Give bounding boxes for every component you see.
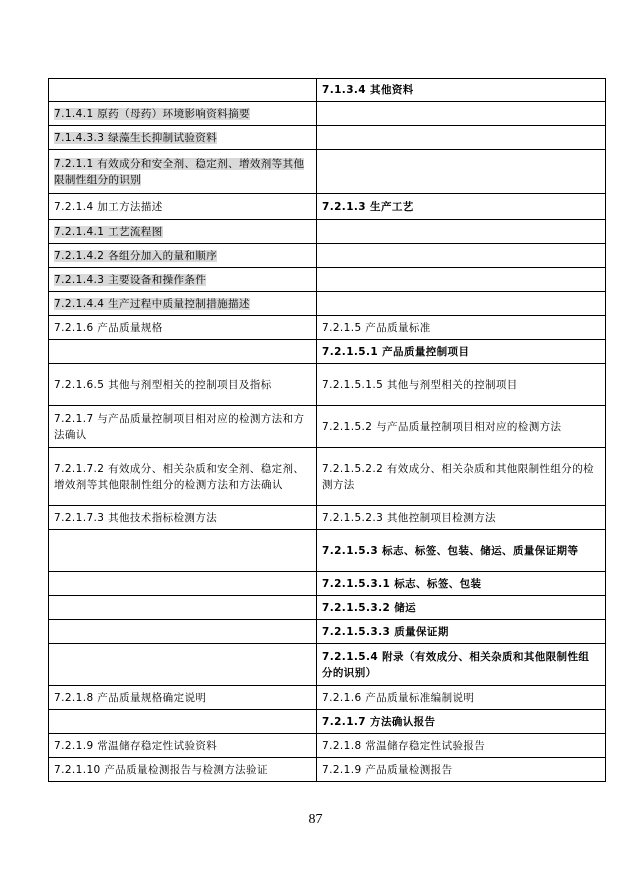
left-cell <box>49 150 317 194</box>
left-cell-text: 7.2.1.4.4 生产过程中质量控制措施描述 <box>54 297 250 310</box>
right-cell <box>317 79 606 102</box>
left-cell-text: 7.1.4.3.3 绿藻生长抑制试验资料 <box>54 131 218 144</box>
table-row <box>49 448 606 506</box>
left-cell <box>49 448 317 506</box>
left-cell <box>49 316 317 340</box>
right-cell-text: 7.2.1.3 生产工艺 <box>322 200 414 213</box>
table-row <box>49 194 606 220</box>
left-cell-text: 7.2.1.7 与产品质量控制项目相对应的检测方法和方法确认 <box>54 412 305 441</box>
right-cell-text: 7.2.1.5.1 产品质量控制项目 <box>322 345 470 358</box>
left-cell <box>49 340 317 364</box>
right-cell <box>317 710 606 734</box>
right-cell <box>317 316 606 340</box>
table-row <box>49 572 606 596</box>
left-cell-text: 7.2.1.6 产品质量规格 <box>54 321 163 334</box>
right-cell <box>317 102 606 126</box>
right-cell <box>317 340 606 364</box>
left-cell-text: 7.2.1.9 常温储存稳定性试验资料 <box>54 739 218 752</box>
left-cell <box>49 102 317 126</box>
right-cell-text: 7.2.1.8 常温储存稳定性试验报告 <box>322 739 486 752</box>
left-cell <box>49 126 317 150</box>
left-cell-text: 7.2.1.10 产品质量检测报告与检测方法验证 <box>54 763 268 776</box>
right-cell <box>317 150 606 194</box>
right-cell-text: 7.2.1.5.3.3 质量保证期 <box>322 625 449 638</box>
left-cell-text: 7.2.1.8 产品质量规格确定说明 <box>54 691 207 704</box>
right-cell <box>317 194 606 220</box>
right-cell-text: 7.2.1.5.4 附录（有效成分、相关杂质和其他限制性组分的识别） <box>322 650 590 679</box>
left-cell <box>49 596 317 620</box>
table-row <box>49 406 606 448</box>
left-cell <box>49 530 317 572</box>
table-row <box>49 644 606 686</box>
left-cell <box>49 194 317 220</box>
right-cell <box>317 244 606 268</box>
table-row <box>49 340 606 364</box>
right-cell-text: 7.2.1.5.3 标志、标签、包装、储运、质量保证期等 <box>322 544 579 557</box>
right-cell-text: 7.2.1.5.1.5 其他与剂型相关的控制项目 <box>322 378 518 391</box>
right-cell <box>317 292 606 316</box>
table-row <box>49 316 606 340</box>
left-cell-text: 7.1.4.1 原药（母药）环境影响资料摘要 <box>54 107 250 120</box>
right-cell <box>317 220 606 244</box>
table-row <box>49 79 606 102</box>
left-cell <box>49 244 317 268</box>
table-row <box>49 126 606 150</box>
table-row <box>49 244 606 268</box>
left-cell-text: 7.2.1.6.5 其他与剂型相关的控制项目及指标 <box>54 378 272 391</box>
right-cell-text: 7.2.1.6 产品质量标准编制说明 <box>322 691 475 704</box>
left-cell <box>49 686 317 710</box>
right-cell <box>317 686 606 710</box>
right-cell <box>317 268 606 292</box>
left-cell <box>49 710 317 734</box>
table-row <box>49 292 606 316</box>
right-cell <box>317 572 606 596</box>
left-cell-text: 7.2.1.7.3 其他技术指标检测方法 <box>54 511 218 524</box>
right-cell-text: 7.2.1.9 产品质量检测报告 <box>322 763 453 776</box>
table-row <box>49 710 606 734</box>
left-cell <box>49 572 317 596</box>
table-row <box>49 620 606 644</box>
comparison-table <box>48 78 606 782</box>
left-cell <box>49 506 317 530</box>
left-cell <box>49 292 317 316</box>
left-cell <box>49 220 317 244</box>
table-row <box>49 268 606 292</box>
table-row <box>49 102 606 126</box>
right-cell-text: 7.2.1.5.2.2 有效成分、相关杂质和其他限制性组分的检测方法 <box>322 462 595 491</box>
left-cell-text: 7.2.1.4 加工方法描述 <box>54 200 163 213</box>
right-cell <box>317 530 606 572</box>
right-cell-text: 7.2.1.5.2.3 其他控制项目检测方法 <box>322 511 496 524</box>
right-cell-text: 7.2.1.5.2 与产品质量控制项目相对应的检测方法 <box>322 420 562 433</box>
left-cell <box>49 758 317 782</box>
right-cell <box>317 126 606 150</box>
left-cell-text: 7.2.1.1 有效成分和安全剂、稳定剂、增效剂等其他限制性组分的识别 <box>54 157 305 186</box>
left-cell <box>49 734 317 758</box>
table-body <box>49 79 606 782</box>
left-cell <box>49 268 317 292</box>
right-cell <box>317 644 606 686</box>
left-cell <box>49 364 317 406</box>
table-row <box>49 596 606 620</box>
left-cell <box>49 79 317 102</box>
right-cell-text: 7.2.1.5.3.1 标志、标签、包装 <box>322 577 482 590</box>
right-cell <box>317 448 606 506</box>
left-cell-text: 7.2.1.4.3 主要设备和操作条件 <box>54 273 207 286</box>
left-cell-text: 7.2.1.4.1 工艺流程图 <box>54 225 163 238</box>
table-row <box>49 506 606 530</box>
table-row <box>49 530 606 572</box>
left-cell <box>49 620 317 644</box>
right-cell-text: 7.2.1.5 产品质量标准 <box>322 321 431 334</box>
right-cell <box>317 596 606 620</box>
right-cell <box>317 758 606 782</box>
table-row <box>49 734 606 758</box>
left-cell-text: 7.2.1.4.2 各组分加入的量和顺序 <box>54 249 218 262</box>
right-cell <box>317 620 606 644</box>
table-row <box>49 758 606 782</box>
right-cell <box>317 506 606 530</box>
table-row <box>49 150 606 194</box>
right-cell-text: 7.1.3.4 其他资料 <box>322 84 414 96</box>
right-cell <box>317 406 606 448</box>
left-cell <box>49 406 317 448</box>
page-number: 87 <box>308 812 323 827</box>
left-cell-text: 7.2.1.7.2 有效成分、相关杂质和安全剂、稳定剂、增效剂等其他限制性组分的检测方法和方法确认 <box>54 462 305 491</box>
right-cell-text: 7.2.1.7 方法确认报告 <box>322 715 436 728</box>
table-row <box>49 220 606 244</box>
right-cell <box>317 734 606 758</box>
table-row <box>49 686 606 710</box>
right-cell-text: 7.2.1.5.3.2 储运 <box>322 601 417 614</box>
right-cell <box>317 364 606 406</box>
left-cell <box>49 644 317 686</box>
table-row <box>49 364 606 406</box>
